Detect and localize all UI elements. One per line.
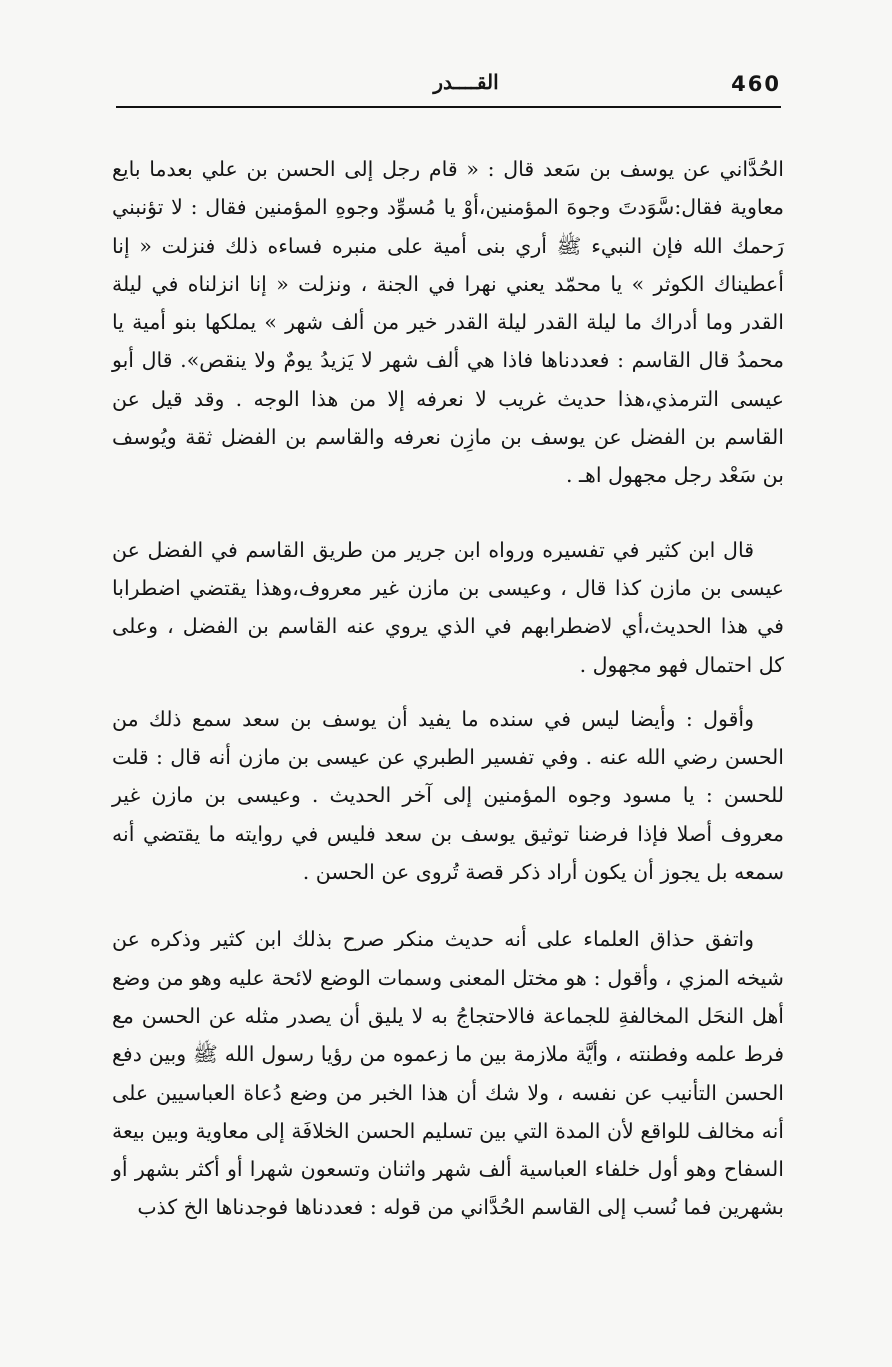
page-header bbox=[118, 66, 781, 104]
page-body bbox=[112, 150, 784, 1227]
paragraph: وأقول : وأيضا ليس في سنده ما يفيد أن يوسف بن سعد سمع ذلك من الحسن رضي الله عنه . وفي تفسير الطبري عن عيسى بن مازن أنه قال : قلت للحسن : يا مسود وجوه المؤمنين إلى آخر الحديث . وعيسى بن مازن غير معروف أصلا فإذا فرضنا توثيق يوسف بن سعد فليس في روايته ما يقتضي أنه سمعه بل يجوز أن يكون أراد ذكر قصة تُروى عن الحسن . bbox=[112, 706, 784, 885]
paragraph-gap bbox=[112, 495, 784, 531]
header-rule bbox=[116, 106, 781, 108]
paragraph-gap bbox=[112, 684, 784, 700]
paragraph: قال ابن كثير في تفسيره ورواه ابن جرير من طريق القاسم في الفضل عن عيسى بن مازن كذا قال ، وعيسى بن مازن غير معروف،وهذا يقتضي اضطرابا في هذا الحديث،أي لاضطرابهم في الذي يروي عنه القاسم بن الفضل ، وعلى كل احتمال فهو مجهول . bbox=[112, 537, 784, 677]
paragraph: الحُدَّاني عن يوسف بن سَعد قال : « قام رجل إلى الحسن بن علي بعدما بايع معاوية فقال:سَّوَدتَ وجوهَ المؤمنين،أوْ يا مُسوِّد وجوهِ المؤمنين فقال : لا تؤنبني رَحمك الله فإن النبيء ﷺ أري بنى أمية على منبره فساءه ذلك فنزلت « إنا أعطيناك الكوثر » يا محمّد يعني نهرا في الجنة ، ونزلت « إنا انزلناه في ليلة القدر وما أدراك ما ليلة القدر ليلة القدر خير من ألف شهر » يملكها بنو أمية يا محمدُ قال القاسم : فعددناها فاذا هي ألف شهر لا يَزيدُ يومٌ ولا ينقص». قال أبو عيسى الترمذي،هذا حديث غريب لا نعرفه إلا من هذا الوجه . وقد قيل عن القاسم بن الفضل عن يوسف بن مازِن نعرفه والقاسم بن الفضل ثقة ويُوسف بن سَعْد رجل مجهول اهـ . bbox=[112, 157, 784, 488]
paragraph: واتفق حذاق العلماء على أنه حديث منكر صرح بذلك ابن كثير وذكره عن شيخه المزي ، وأقول : هو مختل المعنى وسمات الوضع لائحة عليه وهو من وضع أهل النحَل المخالفةِ للجماعة فالاحتجاجُ به لا يليق أن يصدر مثله عن الحسن مع فرط علمه وفطنته ، وأيَّة ملازمة بين ما زعموه من رؤيا رسول الله ﷺ وبين دفع الحسن التأنيب عن نفسه ، ولا شك أن هذا الخبر من وضع دُعاة العباسيين على أنه مخالف للواقع لأن المدة التي بين تسليم الحسن الخلافَة إلى معاوية وبين بيعة السفاح وهو أول خلفاء العباسية ألف شهر واثنان وتسعون شهرا أو أكثر بشهر أو بشهرين فما نُسب إلى القاسم الحُدَّاني من قوله : فعددناها فوجدناها الخ كذب bbox=[112, 927, 784, 1220]
page-number: 460 bbox=[731, 72, 781, 96]
paragraph-gap bbox=[112, 891, 784, 920]
running-title: القــــدر bbox=[433, 70, 499, 94]
